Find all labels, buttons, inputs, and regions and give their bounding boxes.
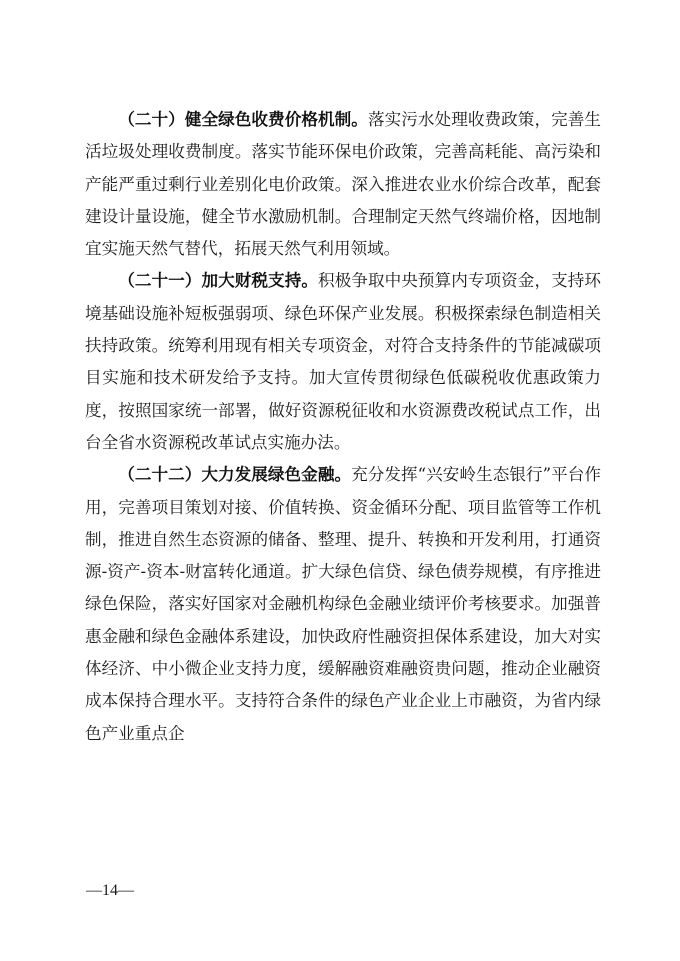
paragraph-heading: （二十二）大力发展绿色金融。 bbox=[118, 465, 352, 485]
paragraph-text: 落实污水处理收费政策，完善生活垃圾处理收费制度。落实节能环保电价政策，完善高耗能、高污染和产能严重过剩行业差别化电价政策。深入推进农业水价综合改革，配套建设计量设施，健全节水激励机制。合理制定天然气终端价格，因地制宜实施天然气替代，拓展天然气利用领域。 bbox=[85, 110, 602, 259]
paragraph-green-pricing bbox=[85, 104, 601, 265]
page-number: —14— bbox=[86, 882, 134, 899]
paragraph-fiscal-support bbox=[85, 265, 601, 459]
paragraph-text: 充分发挥“兴安岭生态银行”平台作用，完善项目策划对接、价值转换、资金循环分配、项目监管等工作机制，推进自然生态资源的储备、整理、提升、转换和开发利用，打通资源-资产-资本-财富转化通道。扩大绿色信贷、绿色债券规模，有序推进绿色保险，落实好国家对金融机构绿色金融业绩评价考核要求。加强普惠金融和绿色金融体系建设，加快政府性融资担保体系建设，加大对实体经济、中小微企业支持力度，缓解融资难融资贵问题，推动企业融资成本保持合理水平。支持符合条件的绿色产业企业上市融资，为省内绿色产业重点企 bbox=[85, 465, 602, 743]
paragraph-green-finance bbox=[85, 459, 601, 750]
paragraph-heading: （二十一）加大财税支持。 bbox=[118, 271, 318, 291]
document-body bbox=[85, 104, 601, 750]
paragraph-heading: （二十）健全绿色收费价格机制。 bbox=[118, 110, 368, 129]
paragraph-text: 积极争取中央预算内专项资金，支持环境基础设施补短板强弱项、绿色环保产业发展。积极探索绿色制造相关扶持政策。统筹利用现有相关专项资金，对符合支持条件的节能减碳项目实施和技术研发给予支持。加大宣传贯彻绿色低碳税收优惠政策力度，按照国家统一部署，做好资源税征收和水资源费改税试点工作，出台全省水资源税改革试点实施办法。 bbox=[85, 271, 602, 452]
